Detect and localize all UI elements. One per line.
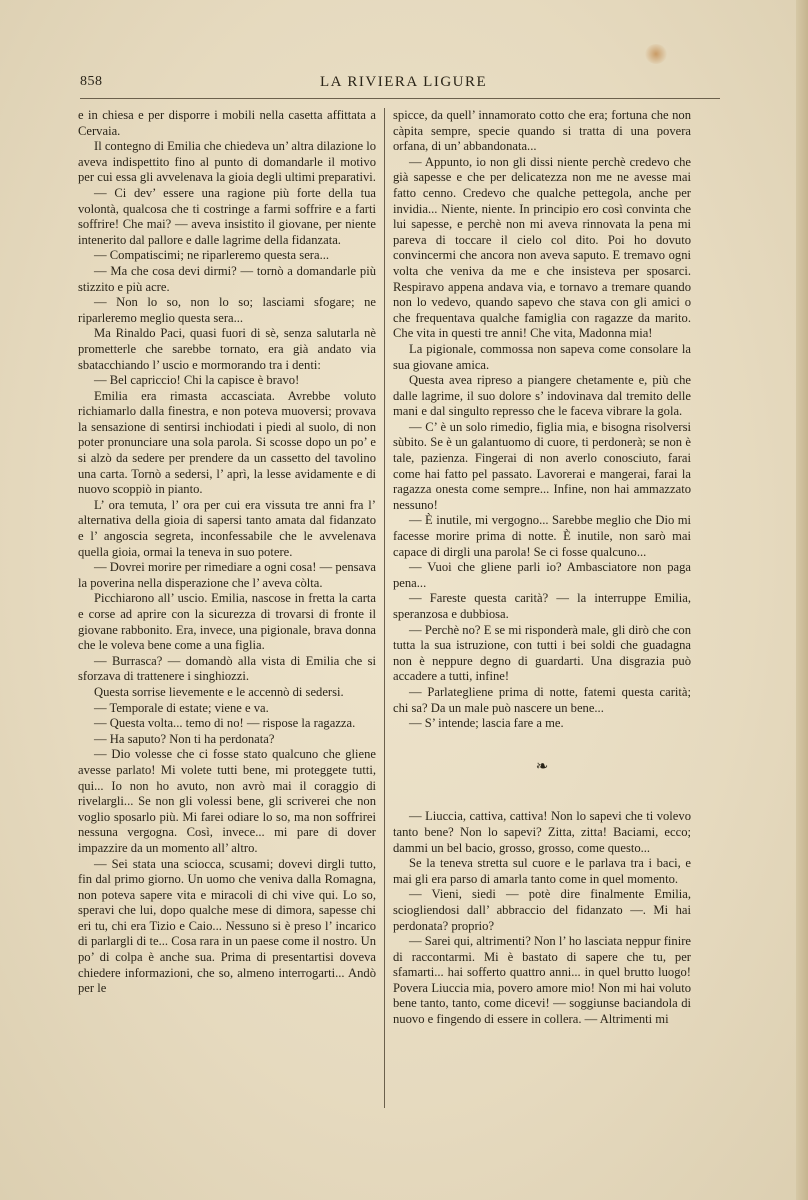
paragraph: — Temporale di estate; viene e va. (94, 700, 269, 715)
page-number: 858 (80, 74, 103, 89)
paragraph: — Non lo so, non lo so; lasciami sfogare; ne riparleremo meglio questa sera... (78, 295, 376, 325)
section-ornament: ❧ (535, 758, 549, 775)
left-column (78, 108, 376, 997)
paragraph: Ma Rinaldo Paci, quasi fuori di sè, senza salutarla nè prometterle che sarebbe tornato, era già andato via sbatacchiando l’ uscio e mormorando tra i denti: (78, 326, 376, 372)
paragraph: — Parlategliene prima di notte, fatemi questa carità; chi sa? Da un male può nascere un bene... (393, 684, 691, 715)
paragraph: — Compatiscimi; ne riparleremo questa sera... (94, 248, 330, 263)
paper-stain (645, 44, 667, 64)
paragraph: Questa avea ripreso a piangere chetamente e, più che dalle lagrime, il suo dolore s’ indovinava dal tremito delle mani e dal singulto represso che le faceva vibrare la gola. (393, 373, 691, 419)
paragraph: — S’ intende; lascia fare a me. (409, 716, 564, 731)
paragraph: Emilia era rimasta accasciata. Avrebbe voluto richiamarlo dalla finestra, e non poteva muoversi; provava la sensazione di sentirsi inchiodati i piedi al suolo, di non poter pronunciare una sola parola. Si scosse dopo un po’ e si alzò da sedere per prendere da un cassetto del tavolino una carta. Tornò a sedersi, l’ aprì, la lesse avidamente e di nuovo scoppiò in pianto. (78, 388, 376, 497)
paragraph: Se la teneva stretta sul cuore e le parlava tra i baci, e mai gli era parso di amarla tanto come in quel momento. (393, 856, 691, 886)
paragraph: — Vieni, siedi — potè dire finalmente Emilia, sciogliendosi dall’ abbraccio del fidanzato —. Mi hai perdonata? proprio? (393, 887, 691, 933)
paragraph: — C’ è un solo rimedio, figlia mia, e bisogna risolversi sùbito. Se è un galantuomo di cuore, ti perdonerà; se non è tale, pazienza. Fingerai di non averlo conosciuto, farai come hai fatto pel passato. Lavorerai e mangerai, farai la ragazza onesta come sempre... Infine, non hai ammazzato nessuno! (393, 419, 691, 512)
paragraph: — Sarei qui, altrimenti? Non l’ ho lasciata neppur finire di raccontarmi. Mi è bastato di sapere che tu, per sfamarti... hai sofferto quattro anni... in quel brutto luogo! Povera Liuccia mia, povero amore mio! Non mi hai voluto bene tanto, tanto, come dicevi! — soggiunse baciandola di nuovo e fingendo di essere in collera. — Altrimenti mi (393, 934, 691, 1027)
paragraph: Picchiarono all’ uscio. Emilia, nascose in fretta la carta e corse ad aprire con la sicurezza di trovarsi di fronte il giovane rabbonito. Era, invece, una pigionale, brava donna che le voleva bene come a una figlia. (78, 591, 376, 653)
header-rule (80, 98, 720, 99)
paragraph: — Questa volta... temo di no! — rispose la ragazza. (94, 716, 356, 731)
paragraph: L’ ora temuta, l’ ora per cui era vissuta tre anni fra l’ alternativa della gioia di sapersi tanto amata dal fidanzato e l’ angoscia segreta, inconfessabile che le avvelenava quella gioia, ormai la teneva in suo potere. (78, 497, 376, 559)
paragraph: — Ha saputo? Non ti ha perdonata? (94, 731, 275, 746)
paragraph: — Sei stata una sciocca, scusami; dovevi dirgli tutto, fin dal primo giorno. Un uomo che veniva dalla Romagna, non poteva sapere vita e miracoli di chi vive qui. Lo so, speravi che lui, dopo qualche mese di dimora, sapesse chi eri tu, chi era Tizio e Caio... Nessuno si è preso l’ incarico di parlargli di te... Cosa rara in un paese come il nostro. Un po’ di colpa è anche sua. Prima di presentartisi doveva chiedere informazioni, che so, almeno interrogarti... Andò per le (78, 856, 376, 996)
paragraph: — Dovrei morire per rimediare a ogni cosa! — pensava la poverina nella disperazione che l’ aveva còlta. (78, 560, 376, 590)
journal-title: LA RIVIERA LIGURE (320, 74, 488, 90)
paragraph: e in chiesa e per disporre i mobili nella casetta affittata a Cervaia. (78, 108, 376, 138)
paragraph: — Bel capriccio! Chi la capisce è bravo! (94, 373, 300, 388)
paragraph: — Ci dev’ essere una ragione più forte della tua volontà, qualcosa che ti costringe a farmi soffrire e a farti soffrire! Che mai? — aveva insistito il giovane, per niente intenerito dal pallore e dalle lagrime della fidanzata. (78, 185, 376, 247)
paragraph: — Appunto, io non gli dissi niente perchè credevo che già sapesse e che per delicatezza non me ne avesse mai fatto cenno. Credevo che qualche pettegola, anche per invidia... Niente, niente. In principio ero così convinta che lui sapesse, e perchè non mi aveva rinnovata la pena mi pareva di toccare il cielo col dito. Poi ho dovuto convincermi che ancora non aveva saputo. E tremavo ogni volta che veniva da me e che insisteva per sposarci. Respiravo appena andava via, e tornavo a tremare quando non lo vedevo, quando sapevo che stava con gli amici o che frequentava qualche famiglia con ragazze da marito. Che vita in questi tre anni! Che vita, Madonna mia! (393, 154, 691, 341)
paragraph: — Dio volesse che ci fosse stato qualcuno che gliene avesse parlato! Mi volete tutti bene, mi proteggete tutti, qui... Io non ho avuto, non avrò mai il coraggio di rivelargli... Se non gli volessi bene, gli scriverei che non voglio sposarlo più. Mi farei odiare lo so, ma non soffrirei nessuna vergogna. Così, invece... mi pare di dover impazzire da un momento all’ altro. (78, 747, 376, 855)
paragraph: — Fareste questa carità? — la interruppe Emilia, speranzosa e dubbiosa. (393, 591, 691, 621)
paragraph: La pigionale, commossa non sapeva come consolare la sua giovane amica. (393, 341, 691, 372)
running-header (0, 74, 808, 98)
page-edge (796, 0, 808, 1200)
paragraph: — Perchè no? E se mi risponderà male, gli dirò che con tutta la sua istruzione, con tutti i bei soldi che guadagna non è neppure degno di guardarti. Una disgrazia può accadere a tutti, infine! (393, 622, 691, 684)
paragraph: — Vuoi che gliene parli io? Ambasciatore non paga pena... (393, 560, 691, 590)
paragraph: spicce, da quell’ innamorato cotto che era; fortuna che non càpita sempre, specie quando si tratta di una povera orfana, di un’ abbandonata... (393, 108, 691, 154)
column-divider (384, 108, 385, 1108)
paragraph: — È inutile, mi vergogno... Sarebbe meglio che Dio mi facesse morire prima di notte. È inutile, non sarò mai capace di dirgli una parola! Se ci fosse qualcuno... (393, 513, 691, 559)
paragraph: — Burrasca? — domandò alla vista di Emilia che si sforzava di trattenere i singhiozzi. (78, 653, 376, 684)
right-column (393, 108, 691, 1028)
paragraph: Questa sorrise lievemente e le accennò di sedersi. (94, 684, 344, 699)
paragraph: — Liuccia, cattiva, cattiva! Non lo sapevi che ti volevo tanto bene? Non lo sapevi? Zitta, zitta! Baciami, ecco; dammi un bel bacio, grosso, grosso, come questo... (393, 809, 691, 855)
paragraph: — Ma che cosa devi dirmi? — tornò a domandarle più stizzito e più acre. (78, 263, 376, 294)
paragraph: Il contegno di Emilia che chiedeva un’ altra dilazione lo aveva indispettito fino al punto di domandarle il motivo per cui essa gli avvelenava la gioia degli ultimi preparativi. (78, 139, 376, 185)
